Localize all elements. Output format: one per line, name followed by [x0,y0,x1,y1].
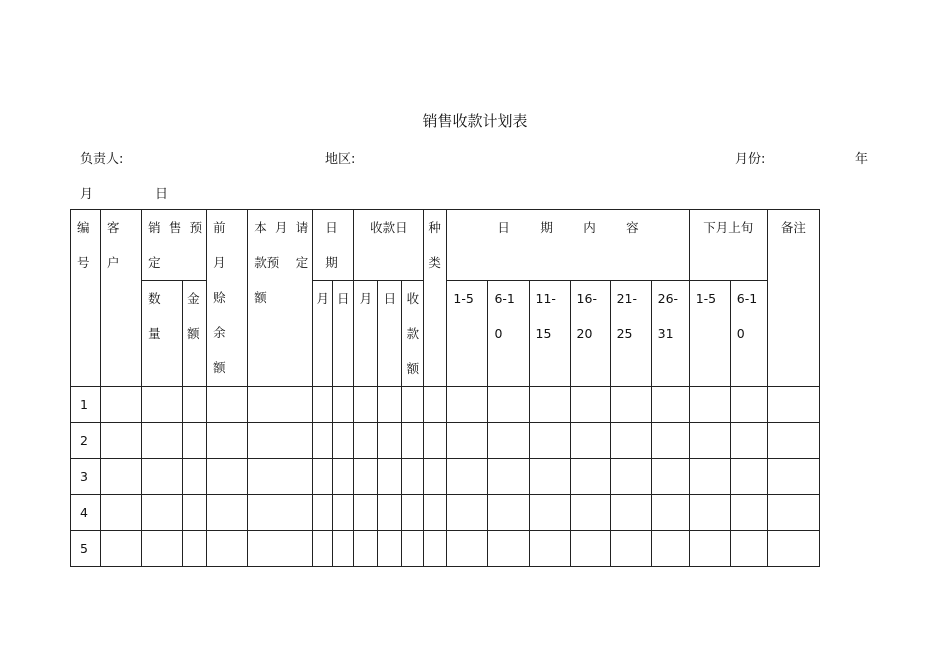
row-number: 1 [71,387,101,423]
header-collect-day: 收款日 [354,210,424,281]
header-kind: 种 类 [424,210,447,387]
header-collect-day2: 日 [378,281,402,387]
row-number: 4 [71,495,101,531]
day-label: 日 [155,187,169,202]
header-qty: 数 量 [142,281,183,387]
header-range-4: 16- 20 [570,281,610,387]
month-label: 月份: [735,152,766,167]
header-request-amount: 本 月 请 款预 定 额 [248,210,313,387]
table-row [71,531,820,567]
row-number: 2 [71,423,101,459]
row-number: 3 [71,459,101,495]
table-row [71,387,820,423]
header-range-6: 26- 31 [651,281,689,387]
header-prev-balance: 前 月 赊 余 额 [207,210,248,387]
header-range-5: 21- 25 [610,281,651,387]
header-next-range-1: 1-5 [689,281,730,387]
header-serial: 编 号 [71,210,101,387]
header-next-month: 下月上旬 [689,210,767,281]
region-label: 地区: [325,152,356,167]
header-remarks: 备注 [767,210,819,387]
header-amount: 金 额 [183,281,207,387]
header-customer: 客 户 [101,210,142,387]
header-date: 日 期 [313,210,354,281]
sales-collection-table [70,209,820,567]
header-date-day: 日 [333,281,354,387]
header-range-1: 1-5 [447,281,488,387]
month2-label: 月 [80,187,94,202]
manager-label: 负责人: [80,152,124,167]
year-label: 年 [855,152,869,167]
header-collect-amount: 收 款 额 [402,281,424,387]
header-date-content: 日 期 内 容 [447,210,689,281]
table-row [71,459,820,495]
row-number: 5 [71,531,101,567]
header-range-3: 11- 15 [529,281,570,387]
page-title: 销售收款计划表 [422,112,528,130]
header-next-range-2: 6-1 0 [730,281,767,387]
table-row [71,495,820,531]
header-collect-month: 月 [354,281,378,387]
header-sales-plan: 销 售 预 定 [142,210,207,281]
header-range-2: 6-1 0 [488,281,529,387]
header-date-month: 月 [313,281,333,387]
table-row [71,423,820,459]
